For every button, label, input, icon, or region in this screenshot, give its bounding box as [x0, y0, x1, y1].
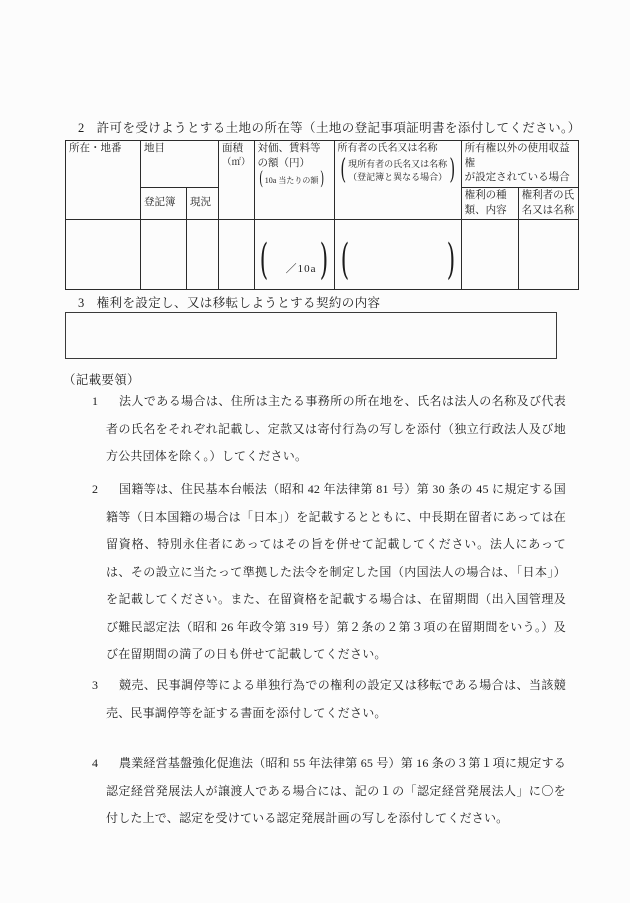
col-header-right-holder: 権利者の氏 名又は名称 — [518, 188, 578, 220]
note-text: 農業経営基盤強化促進法（昭和 55 年法律第 65 号）第 16 条の３第１項に規定する認定経営発展法人が譲渡人である場合には、記の１の「認定経営発展法人」に〇を付した上で、認定を受けている認定発展計画の写しを添付してください。 — [106, 756, 566, 825]
price-per10a-note: ( 10a 当たりの額 ) — [258, 167, 325, 190]
col-header-location: 所在・地番 — [66, 141, 141, 220]
contract-content-box — [65, 312, 557, 359]
price-line2: の額（円） — [257, 157, 311, 169]
note-number: 2 — [92, 482, 98, 496]
land-table — [65, 140, 579, 290]
note-text: 法人である場合は、住所は主たる事務所の所在地を、氏名は法人の名称及び代表者の氏名をそれぞれ記載し、定款又は寄付行為の写しを添付（独立行政法人及び地方公共団体を除く。）してください。 — [106, 394, 566, 463]
bracket-right-icon: ) — [446, 236, 455, 285]
col-header-area — [219, 141, 255, 220]
section3-number: 3 — [78, 296, 85, 310]
area-line1: 面積 — [222, 143, 243, 154]
bracket-left-icon: ( — [258, 167, 263, 190]
cell-landcat-registry — [141, 220, 187, 290]
section3-heading — [78, 293, 380, 311]
bracket-right-icon: ) — [320, 236, 329, 285]
bracket-right-icon: ) — [449, 153, 456, 187]
note-number: 1 — [92, 394, 98, 408]
section3-title: 権利を設定し、又は移転しようとする契約の内容 — [96, 296, 381, 310]
note-item-3 — [92, 672, 566, 727]
note-number: 3 — [92, 678, 98, 692]
note-text: 国籍等は、住民基本台帳法（昭和 42 年法律第 81 号）第 30 条の 45 に規定する国籍等（日本国籍の場合は「日本」）を記載するとともに、中長期在留者にあっては在留資格、特別永住者にあってはその旨を併せて記載してください。法人にあっては、その設立に当たって準拠した法令を制定した国（内国法人の場合は、「日本」）を記載してください。また、在留資格を記載する場合は、在留期間（出入国管理及び難民認定法（昭和 26 年政令第 319 号）第２条の２第３項の在留期間をいう。）及び在留期間の満了の日も併せて記載してください。 — [106, 482, 566, 661]
note-text: 競売、民事調停等による単独行為での権利の設定又は移転である場合は、当該競売、民事調停等を証する書面を添付してください。 — [106, 678, 566, 720]
cell-landcat-current — [187, 220, 219, 290]
owner-line1: 所有者の氏名又は名称 — [337, 143, 438, 154]
note-item-4 — [92, 750, 566, 833]
owner-line2: 現所有者の氏名又は名称 — [348, 159, 448, 170]
note-item-2 — [92, 476, 566, 669]
cell-area — [219, 220, 255, 290]
col-header-right-type: 権利の種 類、内容 — [461, 188, 518, 220]
owner-line3: （登記簿と異なる場合） — [348, 171, 448, 182]
section2-title: 許可を受けようとする土地の所在等（土地の登記事項証明書を添付してください。） — [96, 121, 581, 135]
cell-right-type — [461, 220, 518, 290]
bracket-left-icon: ( — [340, 236, 349, 285]
col-header-landcat: 地目 — [141, 141, 219, 188]
cell-price — [254, 220, 334, 290]
notes-heading: （記載要領） — [63, 373, 140, 387]
cell-owner — [334, 220, 461, 290]
col-header-rights-group: 所有権以外の使用収益権 が設定されている場合 — [461, 141, 578, 188]
per-10a-label: ／10a — [285, 263, 317, 276]
col-header-price — [254, 141, 334, 220]
section2-number: 2 — [78, 121, 85, 135]
cell-location — [66, 220, 141, 290]
col-header-owner — [334, 141, 461, 220]
price-line1: 対価、賃料等 — [257, 143, 321, 154]
area-line2: （㎡） — [222, 157, 251, 168]
section2-heading — [78, 118, 581, 136]
owner-current-note — [338, 153, 458, 187]
cell-right-holder — [518, 220, 578, 290]
bracket-left-icon: ( — [259, 236, 268, 285]
col-header-landcat-registry: 登記簿 — [141, 188, 187, 220]
bracket-left-icon: ( — [339, 153, 346, 187]
note-item-1 — [92, 388, 566, 471]
note-number: 4 — [92, 756, 98, 770]
col-header-landcat-current: 現況 — [187, 188, 219, 220]
bracket-right-icon: ) — [320, 167, 325, 190]
